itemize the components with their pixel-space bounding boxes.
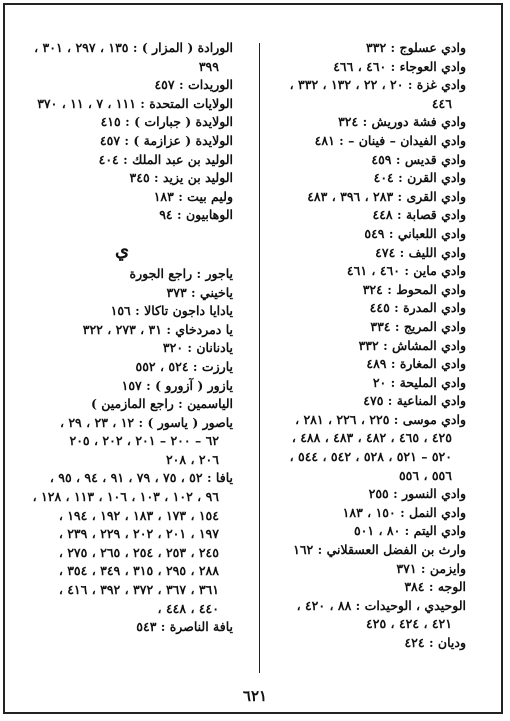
index-entry: يا دمردخاي : ٣١ ، ٢٧٣ ، ٣٢٢ bbox=[82, 321, 233, 337]
index-entry: ياخيني : ٣٧٣ bbox=[166, 284, 233, 300]
index-entry: وارث بن الفضل العسقلاني : ١٦٢ bbox=[293, 542, 466, 558]
index-entry: الوليد بن عبد الملك : ٤٠٤ bbox=[98, 151, 233, 167]
index-entry: يافا : ٥٢ ، ٧٥ ، ٧٩ ، ٩١ ، ٩٤ ، ٩٥ ، bbox=[49, 470, 233, 486]
column-divider bbox=[259, 43, 260, 673]
index-entry: وليم بيت : ١٨٣ bbox=[153, 188, 233, 204]
index-entry: وادي ماين : ٤٦٠ ، ٤٦١ bbox=[346, 263, 466, 279]
index-entry: ٤٢١ ، ٤٢٤ ، ٤٢٥ bbox=[366, 616, 452, 632]
index-entry: ١٥٤ ، ١٧٣ ، ١٨٣ ، ١٩٢ ، ١٩٤ ، bbox=[58, 507, 219, 523]
index-entry: ٤٤٠ ، ٤٤٨ ، bbox=[157, 600, 219, 616]
index-entry: وادي الفيدان – فينان – : ٤٨١ bbox=[314, 132, 466, 148]
index-entry: الولايات المتحدة : ١١١ ، ٧ ، ١١ ، ٣٧٠ bbox=[37, 95, 233, 111]
index-entry: ٩٦ ، ١٠٢ ، ١٠٣ ، ١٠٦ ، ١١٣ ، ١٢٨ ، bbox=[32, 489, 219, 505]
index-entry: وادي قديس : ٤٥٩ bbox=[371, 151, 466, 167]
index-entry: الوحيدي ، الوحيدات : ٨٨ ، ٤٢٠ ، bbox=[296, 597, 466, 613]
index-entry: يادنانان : ٣٢٠ bbox=[162, 340, 233, 356]
index-entry: وادي الليف : ٤٧٤ bbox=[375, 244, 466, 260]
index-entry: وادي قصابة : ٤٤٨ bbox=[372, 207, 466, 223]
index-entry: وادي غزة : ٢٠ ، ٢٢ ، ١٣٢ ، ٣٣٢ ، bbox=[289, 77, 466, 93]
index-entry: وادي العوجاء : ٤٦٠ ، ٤٦٦ bbox=[333, 58, 466, 74]
index-entry: وادي النمل : ١٥٠ ، ١٨٣ bbox=[342, 504, 466, 520]
index-entry: ٦٢ – ٢٠٠ – ٢٠١ ، ٢٠٢ ، ٢٠٥ bbox=[69, 433, 219, 449]
index-entry: وادي القرن : ٤٠٤ bbox=[373, 170, 466, 186]
index-entry: وادي المشاش : ٣٣٢ bbox=[358, 337, 466, 353]
index-entry: ٢٨٨ ، ٢٩٥ ، ٣١٥ ، ٣٤٩ ، ٣٥٤ ، bbox=[58, 563, 219, 579]
index-entry: وادي النسور : ٢٥٥ bbox=[368, 486, 466, 502]
index-entry: الياسمين : راجع المازمين ) bbox=[90, 396, 233, 412]
index-entry: الوجه : ٣٨٤ bbox=[404, 579, 466, 595]
index-entry: ٥٥٦ ، ٥٥٦ bbox=[398, 467, 452, 483]
section-letter-heading: ي bbox=[114, 239, 130, 261]
index-entry: وادي المريج : ٣٣٤ bbox=[370, 318, 466, 334]
index-entry: وادي المدرة : ٤٤٥ bbox=[369, 300, 466, 316]
index-entry: وادي المناعية : ٤٧٥ bbox=[363, 393, 466, 409]
index-entry: وادي موسى : ٢٢٥ ، ٢٢٦ ، ٢٨١ ، bbox=[295, 411, 466, 427]
index-entry: ٤٤٦ bbox=[431, 95, 452, 111]
index-entry: وادي عسلوج : ٣٣٢ bbox=[366, 40, 466, 55]
index-entry: وادي القرى : ٢٨٣ ، ٣٩٦ ، ٤٨٣ bbox=[307, 188, 466, 204]
index-entry: ٥٢٠ – ٥٢١ ، ٥٢٨ ، ٥٤٢ ، ٥٤٤ ، bbox=[289, 449, 452, 465]
page-number: ٦٢١ bbox=[242, 687, 268, 705]
index-entry: ١٩٧ ، ٢٠١ ، ٢٠٢ ، ٢٢٩ ، ٢٣٩ ، bbox=[58, 526, 219, 542]
index-entry: وادي المغارة : ٤٨٩ bbox=[366, 356, 466, 372]
index-entry: وادي المليحة : ٢٠ bbox=[372, 374, 466, 390]
index-entry: ٢٤٥ ، ٢٥٣ ، ٢٥٤ ، ٢٦٥ ، ٢٧٥ ، bbox=[58, 544, 219, 560]
index-entry: الوريدات : ٤٥٧ bbox=[154, 77, 233, 93]
index-entry: وادي المحوط : ٣٢٤ bbox=[362, 281, 466, 297]
index-entry: وايزمن : ٣٧١ bbox=[396, 560, 466, 576]
index-entry: يافة الناصرة : ٥٤٣ bbox=[136, 619, 233, 635]
index-entry: ياجور : راجع الجورة bbox=[129, 265, 233, 281]
index-entry: وادي فشة دوريش : ٣٢٤ bbox=[338, 114, 466, 130]
page-frame bbox=[3, 3, 503, 714]
index-column-left bbox=[11, 39, 233, 637]
index-entry: يازور ( آزورو ) : ١٥٧ bbox=[121, 377, 233, 393]
index-entry: الوهابيون : ٩٤ bbox=[159, 207, 233, 223]
index-entry: وادي اللعباني : ٥٤٩ bbox=[364, 225, 466, 241]
index-column-right bbox=[256, 39, 466, 653]
index-entry: وادي اليتم : ٨٠ ، ٥٠١ bbox=[353, 523, 466, 539]
index-entry: يارزت : ٥٢٤ ، ٥٥٢ bbox=[135, 358, 233, 374]
index-entry: ياصور ( ياسور ) : ١٢ ، ٢٣ ، ٢٩ ، bbox=[59, 414, 233, 430]
index-entry: ٢٠٦ ، ٢٠٨ bbox=[165, 451, 219, 467]
index-entry: يادايا داجون تاكالا : ١٥٦ bbox=[110, 303, 233, 319]
index-entry: ٤٢٥ ، ٤٦٥ ، ٤٨٢ ، ٤٨٣ ، ٤٨٨ ، bbox=[291, 430, 452, 446]
index-entry: الوليد بن يزيد : ٣٤٥ bbox=[129, 170, 233, 186]
index-entry: الولايدة ( جبارات ) : ٤١٥ bbox=[100, 114, 233, 130]
index-entry: الورادة ( المزار ) : ١٣٥ ، ٢٩٧ ، ٣٠١ ، bbox=[34, 40, 233, 55]
index-entry: ٣٩٩ bbox=[198, 58, 219, 74]
index-entry: الولايدة ( عزازمة ) : ٤٥٧ bbox=[99, 132, 233, 148]
index-entry: وديان : ٤٢٤ bbox=[404, 635, 466, 650]
index-entry: ٣٦١ ، ٣٦٧ ، ٣٧٢ ، ٣٩٢ ، ٤١٦ ، bbox=[58, 582, 219, 598]
